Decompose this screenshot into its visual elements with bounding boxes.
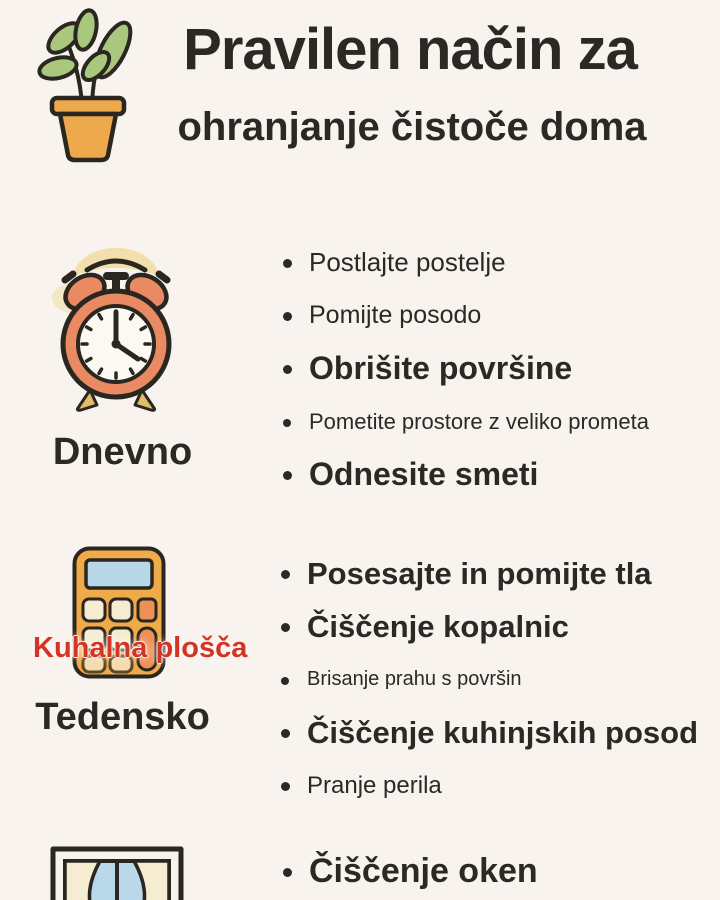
task-text: Posesajte in pomijte tla [307, 555, 652, 591]
task-item [283, 448, 649, 501]
bullet-icon [283, 312, 292, 321]
bullet-icon [281, 782, 290, 791]
potted-plant-icon [36, 8, 140, 166]
bullet-icon [283, 365, 292, 374]
task-text: Brisanje prahu s površin [307, 668, 522, 690]
task-item [283, 395, 649, 448]
task-text: Postlajte postelje [309, 247, 506, 277]
task-item [283, 845, 538, 898]
weekly-task-list [281, 547, 698, 812]
alarm-clock-icon [50, 240, 182, 412]
bullet-icon [281, 677, 289, 685]
task-text: Čiščenje kopalnic [307, 608, 569, 644]
bullet-icon [281, 729, 290, 738]
daily-task-list [283, 236, 649, 501]
bullet-icon [283, 471, 292, 480]
task-item [281, 653, 698, 706]
task-text: Čiščenje kuhinjskih posod [307, 714, 699, 750]
task-item [283, 236, 649, 289]
task-text: Pometite prostore z veliko prometa [309, 408, 649, 434]
task-item [281, 547, 698, 600]
task-item [283, 342, 649, 395]
bullet-icon [283, 259, 292, 268]
window-curtains-icon [48, 842, 186, 900]
task-item [281, 759, 698, 812]
task-item [283, 289, 649, 342]
task-text: Pomijte posodo [309, 301, 482, 329]
page-subtitle: ohranjanje čistoče doma [177, 105, 647, 149]
overlay-label-kuhalna-plosca: Kuhalna plošča [33, 632, 248, 664]
bullet-icon [281, 623, 290, 632]
section-label-daily: Dnevno [52, 431, 193, 473]
task-text: Obrišite površine [309, 350, 573, 386]
section-label-weekly: Tedensko [35, 696, 210, 738]
task-item [281, 706, 698, 759]
windows-task-list [283, 845, 538, 898]
task-text: Čiščenje oken [309, 852, 538, 890]
task-text: Pranje perila [307, 771, 442, 799]
bullet-icon [283, 868, 292, 877]
bullet-icon [283, 419, 291, 427]
task-text: Odnesite smeti [309, 456, 539, 492]
task-item [281, 600, 698, 653]
page-title: Pravilen način za [183, 17, 637, 82]
bullet-icon [281, 570, 290, 579]
